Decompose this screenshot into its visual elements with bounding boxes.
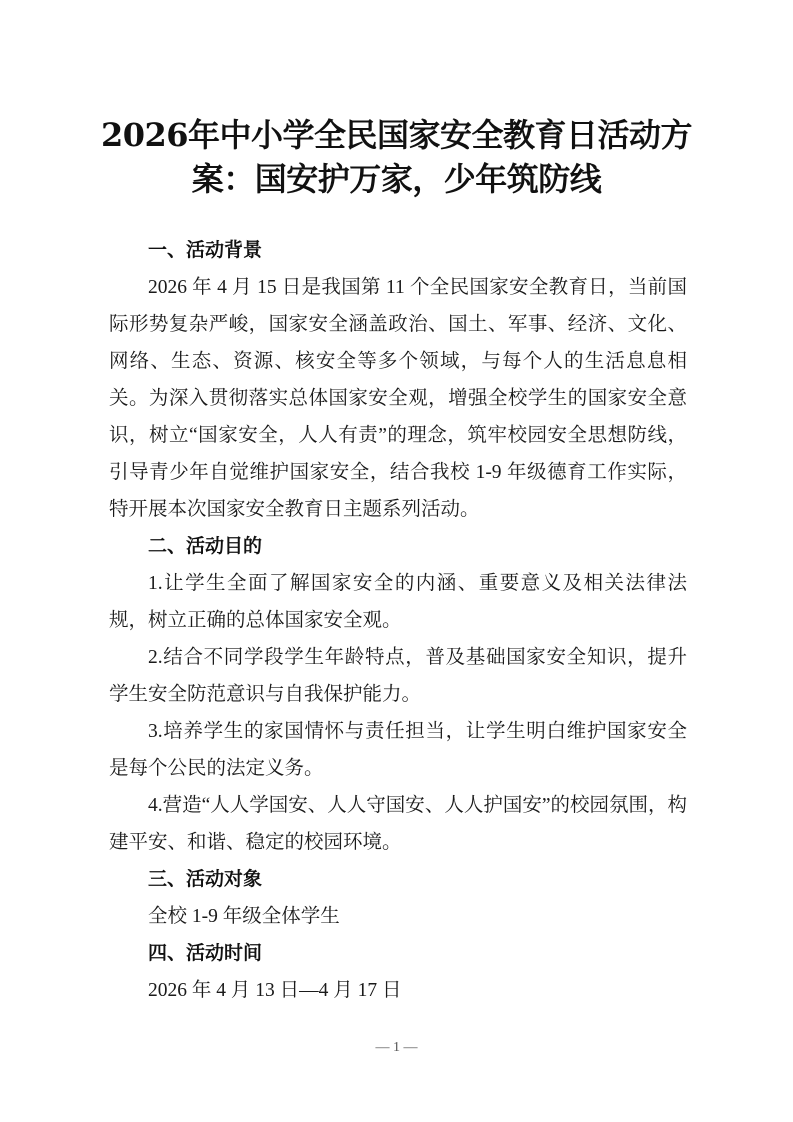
paragraph: 全校 1-9 年级全体学生: [148, 906, 340, 927]
paragraph: 3.培养学生的家国情怀与责任担当，让学生明白维护国家安全是每个公民的法定义务。: [109, 721, 687, 779]
section-heading-time: 四、活动时间: [148, 942, 263, 964]
section-heading-audience: 三、活动对象: [148, 868, 263, 890]
section-heading-purpose: 二、活动目的: [148, 535, 263, 557]
document-body: [109, 232, 687, 1009]
paragraph: 1.让学生全面了解国家安全的内涵、重要意义及相关法律法规，树立正确的总体国家安全观。: [109, 573, 687, 631]
section-heading-background: 一、活动背景: [148, 239, 263, 261]
paragraph: 2026 年 4 月 15 日是我国第 11 个全民国家安全教育日，当前国际形势复杂严峻，国家安全涵盖政治、国土、军事、经济、文化、网络、生态、资源、核安全等多个领域，与每个人的生活息息相关。为深入贯彻落实总体国家安全观，增强全校学生的国家安全意识，树立“国家安全，人人有责”的理念，筑牢校园安全思想防线，引导青少年自觉维护国家安全，结合我校 1-9 年级德育工作实际，特开展本次国家安全教育日主题系列活动。: [109, 277, 687, 520]
paragraph: 2.结合不同学段学生年龄特点，普及基础国家安全知识，提升学生安全防范意识与自我保护能力。: [109, 647, 687, 705]
page-number: — 1 —: [375, 1040, 418, 1055]
document-title: [100, 113, 693, 201]
paragraph: 4.营造“人人学国安、人人守国安、人人护国安”的校园氛围，构建平安、和谐、稳定的校园环境。: [109, 795, 687, 853]
title-line-1: 2026年中小学全民国家安全教育日活动方: [100, 116, 693, 154]
paragraph: 2026 年 4 月 13 日—4 月 17 日: [148, 980, 402, 1001]
title-line-2: 案：国安护万家，少年筑防线: [191, 160, 602, 198]
